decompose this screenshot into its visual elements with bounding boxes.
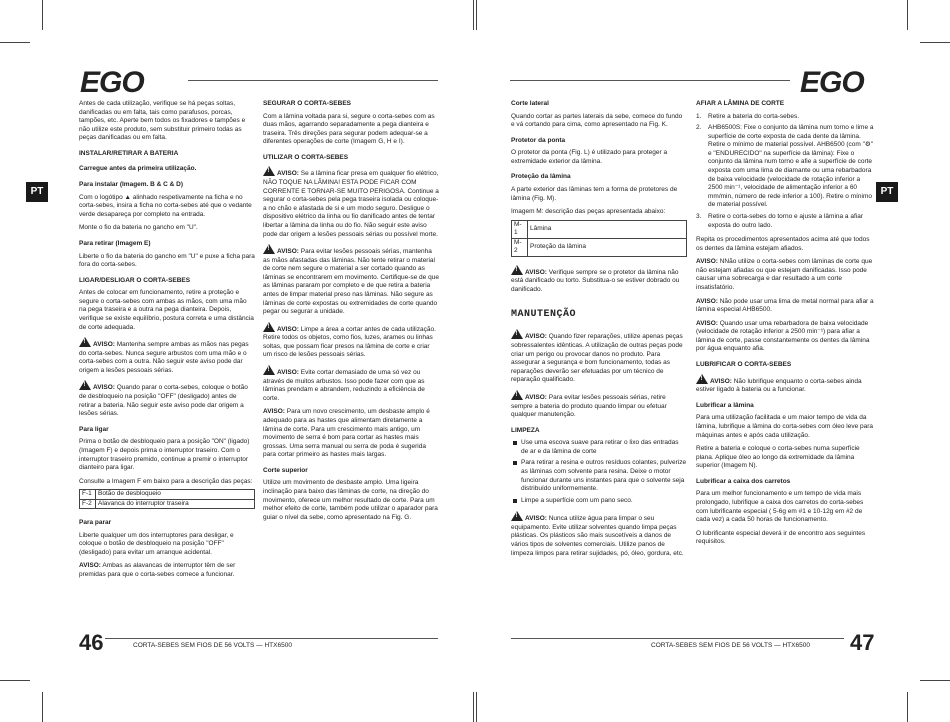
section-heading: LIMPEZA <box>511 426 540 434</box>
paragraph: A parte exterior das lâminas tem a forma de protetores de lâmina (Fig. M). <box>511 186 678 202</box>
subheading: Lubrificar a lâmina <box>696 401 754 409</box>
crop-mark <box>42 0 43 30</box>
paragraph: Para uma utilização facilitada e um maior tempo de vida da lâmina, lubrifique a lâmina do corta-sebes com óleo leve para máquinas antes e após cada utilização. <box>696 414 874 439</box>
warning <box>79 380 255 418</box>
warning-text: Para evitar lesões pessoais sérias, mantenha as mãos afastadas das lâminas. Não tente retirar o material de corte nem segure o material a ser cortado quando as lâminas se encontrarem em movimento. Certifique-se de que as lâminas pararam por completo e de que retira a bateria antes de limpar material preso nas lâminas. Não segure as lâminas de corte expostas ou extremidades de corte quando pegar ou segurar a unidade. <box>263 248 439 316</box>
warning-label: AVISO: <box>263 408 285 416</box>
warning <box>263 244 439 317</box>
warning-label: AVISO: <box>277 369 299 377</box>
warning-text: NNão utilize o corta-sebes com lâminas de corte que não estejam afiadas ou que estejam danificadas. Isso pode causar uma sobrecarga e dar resultado a um corte insatisfatório. <box>696 258 873 291</box>
subheading: Carregue antes da primeira utilização. <box>79 165 197 173</box>
warning-text: Ambas as alavancas de interruptor têm de ser premidas para que o corta-sebes comece a funcionar. <box>79 562 236 578</box>
step-number: 2. <box>696 124 702 132</box>
warning-icon <box>263 322 275 332</box>
parts-table <box>511 220 687 257</box>
paragraph: O lubrificante especial deverá ir de encontro aos seguintes requisitos. <box>696 529 866 546</box>
warning-icon <box>263 166 275 176</box>
paragraph: Repita os procedimentos apresentados acima até que todos os dentes da lâmina estejam afiados. <box>696 236 870 252</box>
warning-label: AVISO: <box>277 248 299 256</box>
warning-text: Não lubrifique enquanto o corta-sebes ainda estiver ligado à bateria ou a funcionar. <box>696 377 862 394</box>
page-number: 46 <box>79 630 104 655</box>
subheading: Protetor da ponta <box>511 136 566 144</box>
list-item <box>696 124 874 210</box>
warning-text: Não pode usar uma lima de metal normal para afiar a lâmina especial AHB6500. <box>696 297 874 314</box>
crop-mark <box>476 692 477 722</box>
paragraph: Retire a bateria e coloque o corta-sebes numa superfície plana. Aplique óleo ao longo da extremidade da lâmina superior (Imagem N). <box>696 445 860 470</box>
warning-text: Verifique sempre se o protetor da lâmina não está danificado ou torto. Substitua-o se estiver dobrado ou danificado. <box>511 268 680 293</box>
table-cell: M-1 <box>512 220 528 238</box>
warning-label: AVISO: <box>696 297 718 305</box>
list-item <box>696 113 874 122</box>
numbered-list <box>696 113 874 231</box>
section-heading: UTILIZAR O CORTA-SEBES <box>263 153 349 161</box>
paragraph: Prima o botão de desbloqueio para a posição "ON" (ligado) (Imagem F) e depois prima o interruptor traseiro. Com o interruptor traseiro premido, continue a premir o interruptor dianteiro para ligar. <box>79 438 250 472</box>
paragraph: Para um melhor funcionamento e um tempo de vida mais prolongado, lubrifique a caixa dos carretos do corta-sebes com lubrificante especial ( 5-6g em #1 e 10-12g em #2 de cada vez) a cada 50 horas de funcionamento. <box>696 490 864 524</box>
warning <box>263 365 439 403</box>
crop-mark <box>920 42 950 43</box>
warning-text: Nunca utilize água para limpar o seu equipamento. Evite utilizar solventes quando limpa peças plásticas. Os plásticos são mais suscetíveis a danos de vários tipos de solventes comerciais. Utilize panos de limpeza limpos para retirar sujidades, pó, óleo, gordura, etc. <box>511 515 684 557</box>
warning-label: AVISO: <box>525 393 547 401</box>
table-row <box>80 499 255 508</box>
warning-icon <box>511 390 523 400</box>
step-text: Retire a bateria do corta-sebes. <box>708 112 800 120</box>
bullet-list <box>511 439 687 505</box>
section-heading: SEGURAR O CORTA-SEBES <box>263 100 351 107</box>
right-page-column-2 <box>696 100 874 552</box>
subheading: Corte lateral <box>511 100 549 107</box>
table-cell: F-1 <box>80 490 96 499</box>
paragraph: Consulte a Imagem F em baixo para a descrição das peças: <box>79 477 253 485</box>
section-title: MANUTENÇÃO <box>511 309 577 321</box>
warning-icon <box>696 374 708 384</box>
warning-text: Para um novo crescimento, um desbaste amplo é adequado para as hastes que alimentam diretamente a lâmina de corte. Para um crescimento mais antigo, um movimento de serra é bom para cortar as hastes mais grossas. Uma serra manual ou serra de poda é sugerida para cortar primeiro as hastes mais largas. <box>263 408 430 459</box>
section-heading: AFIAR A LÂMINA DE CORTE <box>696 100 785 107</box>
ego-logo: EGO <box>80 66 144 99</box>
page-footer: CORTA-SEBES SEM FIOS DE 56 VOLTS — HTX6500 <box>651 642 810 649</box>
footer-rule <box>105 638 438 639</box>
section-heading: LIGAR/DESLIGAR O CORTA-SEBES <box>79 276 191 284</box>
paragraph: Liberte o fio da bateria do gancho em "U" e puxe a ficha para fora do corta-sebes. <box>79 252 255 269</box>
paragraph: Quando cortar as partes laterais da sebe, comece do fundo e vá cortando para cima, como apresentado na Fig. K. <box>511 112 683 129</box>
ego-logo: EGO <box>800 66 864 99</box>
warning <box>696 258 874 292</box>
parts-table <box>79 489 255 509</box>
warning-icon <box>511 511 523 521</box>
warning-label: AVISO: <box>696 258 718 266</box>
table-cell: F-2 <box>80 499 96 508</box>
warning-label: AVISO: <box>93 341 115 349</box>
subheading: Corte superior <box>263 466 308 474</box>
warning <box>263 322 439 360</box>
warning <box>511 390 687 420</box>
warning-text: Evite cortar demasiado de uma só vez ou através de muitos arbustos. Isso pode fazer com que as lâminas prendam e abrandem, reduzindo a eficiência de corte. <box>263 369 425 402</box>
left-page-column-2 <box>263 100 439 527</box>
subheading: Para retirar (Imagem E) <box>79 239 151 247</box>
warning <box>696 374 874 395</box>
list-item: Use uma escova suave para retirar o lixo das entradas de ar e da lâmina de corte <box>511 439 687 456</box>
warning-icon <box>263 244 275 254</box>
page-footer: CORTA-SEBES SEM FIOS DE 56 VOLTS — HTX6500 <box>133 642 292 649</box>
intro-text: Antes de cada utilização, verifique se há peças soltas, danificadas ou em falta, tais como parafusos, porcas, tampões, etc. Aperte bem todos os fixadores e tampões e não utilize este produto, sem substituir primeiro todas as peças danificadas ou em falta. <box>79 100 246 142</box>
crop-mark <box>42 692 43 722</box>
warning-icon <box>79 337 91 347</box>
warning-label: AVISO: <box>710 377 732 385</box>
footer-rule <box>511 638 844 639</box>
paragraph: Monte o fio da bateria no gancho em "U". <box>79 224 198 232</box>
crop-mark <box>473 0 474 30</box>
language-tab: PT <box>26 182 48 202</box>
crop-mark <box>907 0 908 30</box>
warning-text: Limpe a área a cortar antes de cada utilização. Retire todos os objetos, como fios, luzes, arames ou linhas soltas, que possam ficar presos na lâmina de corte e criar um risco de lesões pessoais sérias. <box>263 325 436 359</box>
warning-label: AVISO: <box>277 170 299 178</box>
subheading: Lubrificar a caixa dos carretos <box>696 477 791 485</box>
warning-label: AVISO: <box>79 562 101 570</box>
warning <box>263 166 439 239</box>
list-item <box>696 213 874 230</box>
list-item: Para retirar a resina e outros resíduos colantes, pulverize as lâminas com solvente para resina. Deixe o motor funcionar durante uns instantes para que o solvente seja distribuído uniformemente. <box>511 459 687 493</box>
paragraph: Com o logótipo ▲ alinhado respetivamente na ficha e no corta-sebes, insira a ficha no corta-sebes até que o vedante verde desapareça por completo na entrada. <box>79 193 252 218</box>
subheading: Para parar <box>79 519 112 527</box>
paragraph: O protetor da ponta (Fig. L) é utilizado para proteger a extremidade exterior da lâmina. <box>511 149 668 165</box>
list-item: Limpe a superfície com um pano seco. <box>511 497 687 506</box>
warning <box>511 329 687 384</box>
warning-text: Mantenha sempre ambas as mãos nas pegas do corta-sebes. Nunca segure arbustos com uma mão e o corta-sebes com a outra. Não seguir este aviso pode dar origem a lesões pessoais sérias. <box>79 341 249 374</box>
left-page-column-1 <box>79 100 255 585</box>
table-row <box>512 238 687 256</box>
warning-label: AVISO: <box>93 384 115 392</box>
warning <box>696 320 874 354</box>
crop-mark <box>0 680 30 681</box>
warning-text: Para evitar lesões pessoais sérias, retire sempre a bateria do produto quando limpar ou efetuar qualquer manutenção. <box>511 393 667 419</box>
warning-label: AVISO: <box>525 268 547 276</box>
warning-label: AVISO: <box>277 325 299 333</box>
step-number: 3. <box>696 212 702 220</box>
section-heading: INSTALAR/RETIRAR A BATERIA <box>79 149 179 157</box>
table-cell: M-2 <box>512 238 528 256</box>
subheading: Proteção da lâmina <box>511 173 571 181</box>
paragraph: Com a lâmina voltada para si, segure o corta-sebes com as duas mãos, agarrando separadamente a pega dianteira e traseira. Três direções para segurar podem adequar-se a diferentes operações de corte (Imagem G, H e I). <box>263 112 435 146</box>
warning-label: AVISO: <box>525 515 547 523</box>
warning <box>263 408 439 459</box>
warning-text: Se a lâmina ficar presa em qualquer fio elétrico, NÃO TOQUE NA LÂMINA! ESTA PODE FICAR COM CORRENTE E TORNAR-SE MUITO PERIGOSA. Continue a segurar o corta-sebes pela pega traseira isolada ou coloque-a no chão e afastada de si e um modo seguro. Desligue o dispositivo elétrico da linha ou fio danificado antes de tentar libertar a lâmina da linha ou do fio. Não seguir este aviso pode dar origem a lesões pessoais sérias ou possível morte. <box>263 170 439 238</box>
crop-mark <box>473 692 474 722</box>
warning <box>696 298 874 315</box>
warning-text: Quando parar o corta-sebes, coloque o botão de desbloqueio na posição "OFF" (desligado) antes de retirar a bateria. Não seguir este aviso pode dar origem a lesões sérias. <box>79 384 248 418</box>
table-row <box>80 490 255 499</box>
table-cell: Lâmina <box>528 220 687 238</box>
paragraph: Liberte qualquer um dos interruptores para desligar, e coloque o botão de desbloqueio na posição "OFF" (desligado) para evitar um arranque acidental. <box>79 531 234 556</box>
warning-text: Quando fizer reparações, utilize apenas peças sobressalentes idênticas. A utilização de outras peças pode criar um perigo ou provocar danos no produto. Para assegurar a segurança e bom funcionamento, todas as reparações deverão ser efetuadas por um técnico de reparação qualificado. <box>511 333 683 384</box>
crop-mark <box>907 692 908 722</box>
table-cell: Botão de desbloqueio <box>96 490 255 499</box>
table-cell: Alavanca do interruptor traseira <box>96 499 255 508</box>
crop-mark <box>920 680 950 681</box>
paragraph: Utilize um movimento de desbaste amplo. Uma ligeira inclinação para baixo das lâminas de corte, na direção do movimento, oferece um melhor resultado de corte. Para um melhor efeito de corte, também pode utilizar o aparador para guiar o nível da sebe, como apresentado na Fig. G. <box>263 479 438 521</box>
crop-mark <box>0 42 30 43</box>
paragraph: Antes de colocar em funcionamento, retire a proteção e segure o corta-sebes com ambas as mãos, com uma mão na pega traseira e a outra na pega dianteira. Depois, verifique se existe equilíbrio, postura correta e uma distância de corte adequada. <box>79 289 254 331</box>
warning <box>79 562 255 579</box>
step-text: AHB6500S: Fixe o conjunto da lâmina num torno e lime a superfície de corte exposta de cada dente da lâmina. Retire o mínimo de material possível. AHB6500 (com "⚙" e "ENDURECIDO" na superfície da lâmina): Fixe o conjunto da lâmina num torno e afie a superfície de corte exposta com uma lima de diamante ou uma rebarbadora de baixa velocidade (velocidade de rotação inferior a 2500 min⁻¹, velocidade de alimentação inferior a 60 mm/min, número de rede inferior a 100). Retire o mínimo de material possível. <box>708 124 874 209</box>
table-cell: Proteção da lâmina <box>528 238 687 256</box>
section-heading: LUBRIFICAR O CORTA-SEBES <box>696 361 792 369</box>
warning <box>511 265 687 295</box>
warning-icon <box>511 265 523 275</box>
warning-label: AVISO: <box>696 319 718 327</box>
table-row <box>512 220 687 238</box>
header-rule <box>188 80 438 81</box>
crop-mark <box>476 0 477 30</box>
warning <box>79 337 255 375</box>
language-tab: PT <box>876 182 898 202</box>
subheading: Para ligar <box>79 425 109 433</box>
warning-text: Quando usar uma rebarbadora de baixa velocidade (velocidade de rotação inferior a 2500 min⁻¹) para afiar a lâmina de corte, passe constantemente os dentes da lâmina por água enquanto afia. <box>696 319 870 353</box>
paragraph: Imagem M: descrição das peças apresentada abaixo: <box>511 208 666 216</box>
right-page-column-1 <box>511 100 687 563</box>
header-rule <box>510 80 790 81</box>
page-number: 47 <box>850 630 875 655</box>
step-text: Retire o corta-sebes do torno e ajuste a lâmina a afiar exposta do outro lado. <box>708 212 864 229</box>
warning-icon <box>79 380 91 390</box>
step-number: 1. <box>696 112 702 120</box>
warning <box>511 511 687 558</box>
warning-icon <box>511 329 523 339</box>
subheading: Para instalar (Imagem. B & C & D) <box>79 181 184 189</box>
warning-label: AVISO: <box>525 333 547 341</box>
warning-icon <box>263 365 275 375</box>
